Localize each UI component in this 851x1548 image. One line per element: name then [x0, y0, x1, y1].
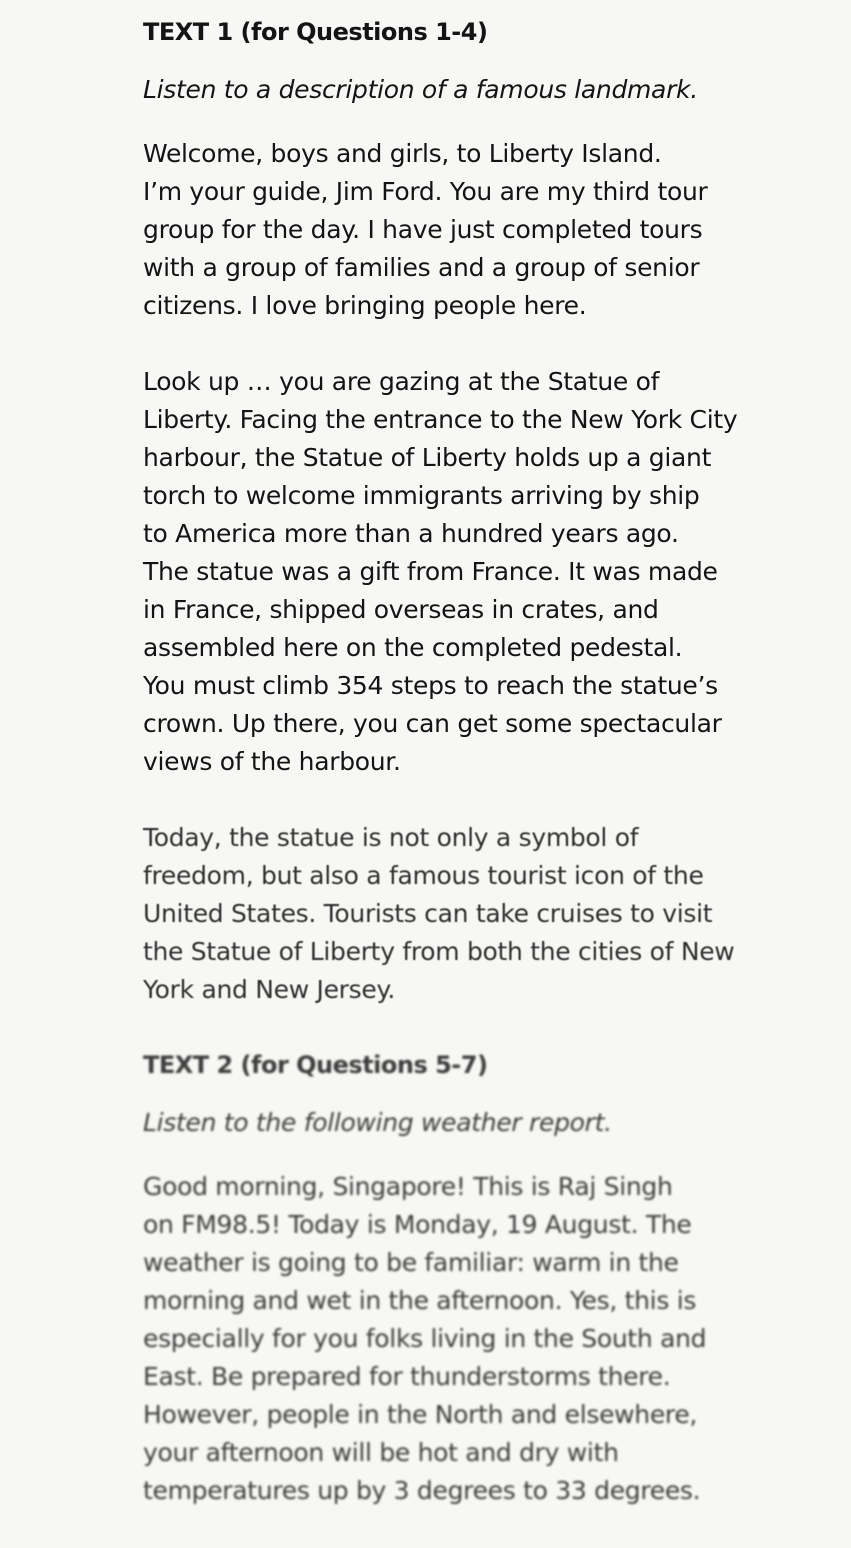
text-line: citizens. I love bringing people here. [143, 291, 587, 320]
text-line: to America more than a hundred years ago. [143, 519, 679, 548]
text-line: morning and wet in the afternoon. Yes, this is [143, 1286, 697, 1315]
text-2-instruction: Listen to the following weather report. [143, 1108, 612, 1137]
text-line: Welcome, boys and girls, to Liberty Island. [143, 139, 662, 168]
text-2-paragraph-1 [143, 1168, 811, 1510]
text-1-instruction: Listen to a description of a famous landmark. [143, 75, 698, 104]
text-1-paragraph-1 [143, 135, 811, 325]
text-line: freedom, but also a famous tourist icon of the [143, 861, 704, 890]
text-line: East. Be prepared for thunderstorms there. [143, 1362, 671, 1391]
text-line: views of the harbour. [143, 747, 401, 776]
text-1-title: TEXT 1 (for Questions 1-4) [143, 18, 488, 46]
text-line: especially for you folks living in the South and [143, 1324, 707, 1353]
text-line: However, people in the North and elsewhere, [143, 1400, 698, 1429]
text-line: assembled here on the completed pedestal. [143, 633, 683, 662]
text-line: Liberty. Facing the entrance to the New York City [143, 405, 738, 434]
text-line: on FM98.5! Today is Monday, 19 August. The [143, 1210, 692, 1239]
text-line: You must climb 354 steps to reach the statue’s [143, 671, 718, 700]
text-line: with a group of families and a group of senior [143, 253, 700, 282]
text-line: weather is going to be familiar: warm in the [143, 1248, 679, 1277]
text-line: I’m your guide, Jim Ford. You are my third tour [143, 177, 708, 206]
text-line: Today, the statue is not only a symbol of [143, 823, 639, 852]
text-1-paragraph-3 [143, 819, 811, 1009]
text-line: your afternoon will be hot and dry with [143, 1438, 619, 1467]
text-2-section [143, 1047, 811, 1510]
text-1-paragraph-2 [143, 363, 811, 781]
text-2-title: TEXT 2 (for Questions 5-7) [143, 1051, 488, 1079]
text-1-section [143, 14, 811, 1009]
text-line: the Statue of Liberty from both the cities of New [143, 937, 735, 966]
text-line: group for the day. I have just completed tours [143, 215, 703, 244]
text-line: The statue was a gift from France. It was made [143, 557, 718, 586]
text-line: United States. Tourists can take cruises to visit [143, 899, 713, 928]
text-line: Good morning, Singapore! This is Raj Singh [143, 1172, 673, 1201]
text-line: York and New Jersey. [143, 975, 396, 1004]
text-line: torch to welcome immigrants arriving by ship [143, 481, 700, 510]
text-line: in France, shipped overseas in crates, and [143, 595, 659, 624]
text-line: harbour, the Statue of Liberty holds up a giant [143, 443, 712, 472]
text-line: Look up … you are gazing at the Statue of [143, 367, 660, 396]
text-line: crown. Up there, you can get some spectacular [143, 709, 722, 738]
text-line: temperatures up by 3 degrees to 33 degrees. [143, 1476, 701, 1505]
